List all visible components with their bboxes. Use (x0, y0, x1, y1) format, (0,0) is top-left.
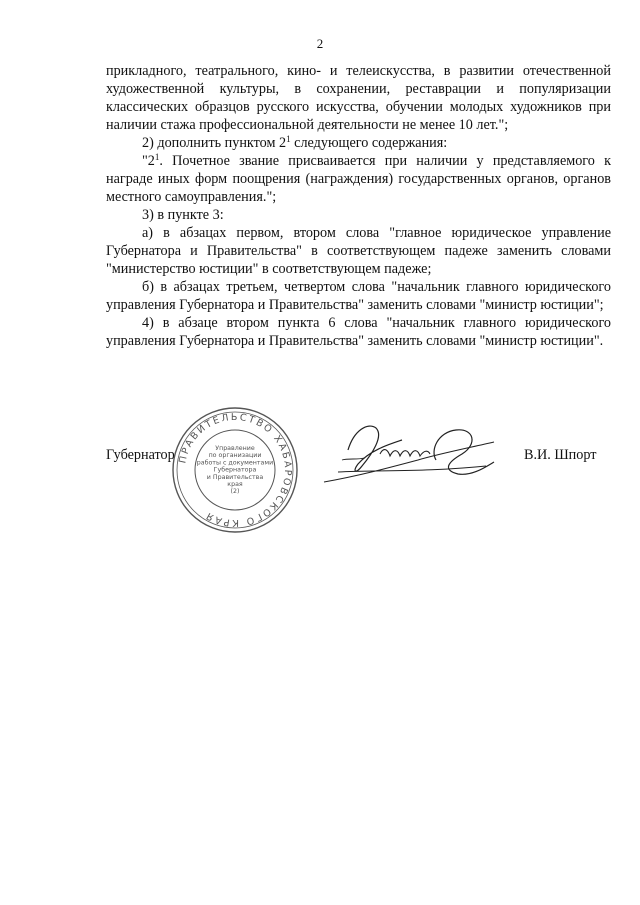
svg-text:ПРАВИТЕЛЬСТВО ХАБАРОВСКОГО КРА: ПРАВИТЕЛЬСТВО ХАБАРОВСКОГО КРАЯ (177, 411, 294, 529)
paragraph-subitem-a: а) в абзацах первом, втором слова "главное юридическое управление Губернатора и Правительства" в соответствующем падеже заменить словами "министерство юстиции" в соответствующем падеже; (106, 225, 611, 277)
signatory-name: В.И. Шпорт (524, 447, 597, 463)
stamp-center-line: края (227, 481, 243, 488)
paragraph-item-2: 2) дополнить пунктом $2^1$ следующего содержания: (142, 134, 448, 151)
paragraph-item-3: 3) в пункте 3: (142, 207, 224, 223)
stamp-center-line: (2) (230, 488, 240, 496)
paragraph-item-4: 4) в абзаце втором пункта 6 слова "начальник главного юридического управления Губернатора и Правительства" заменить словами "министр юстиции". (106, 315, 611, 349)
page-number: 2 (316, 36, 324, 51)
stamp-center-line: Управление (215, 445, 255, 452)
official-stamp (170, 405, 300, 535)
stamp-center-line: Губернатора (213, 466, 257, 474)
paragraph-continuation: прикладного, театрального, кино- и телеискусства, в развитии отечественной художественной культуры, в сохранении, реставрации и популяризации классических образцов русского искусства, обучении молодых художников при наличии стажа профессиональной деятельности не менее 10 лет."; (106, 63, 611, 133)
stamp-center-line: и Правительства (206, 473, 264, 481)
document-body (106, 62, 611, 350)
handwritten-signature (318, 410, 498, 500)
stamp-center-line: по организации (208, 452, 262, 460)
stamp-center-line: работы с документами (196, 459, 274, 467)
paragraph-quoted-point: "$2^1$. Почетное звание присваивается при наличии у представляемого к награде иных форм поощрения (награждения) государственных органов, органов местного самоуправления."; (106, 152, 611, 205)
signatory-title: Губернатор (106, 447, 175, 463)
paragraph-subitem-b: б) в абзацах третьем, четвертом слова "начальник главного юридического управления Губернатора и Правительства" заменить словами "министр юстиции"; (106, 279, 611, 313)
